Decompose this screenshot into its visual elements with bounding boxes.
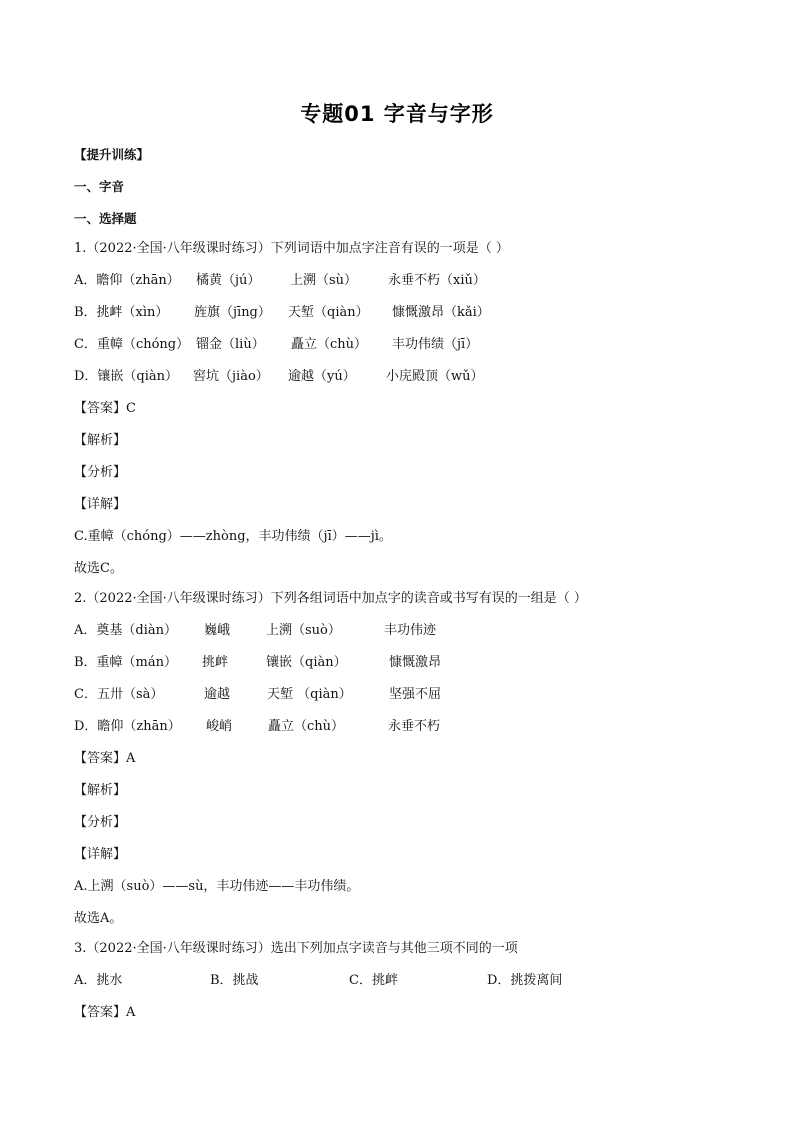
q1-option-b-2: 旌旗（jīng）	[194, 305, 271, 320]
question-2-stem: 2.（2022·全国·八年级课时练习）下列各组词语中加点字的读音或书写有误的一组是（ ）	[74, 591, 587, 606]
q1-conclusion: 故选C。	[74, 561, 123, 576]
q2-option-c-4: 坚强不屈	[389, 687, 442, 702]
q2-explanation: A.上溯（suò）——sù，丰功伟迹——丰功伟绩。	[74, 879, 360, 894]
q1-analysis-label: 【解析】	[74, 433, 127, 448]
q1-option-c-1: C．重幛（chóng）	[74, 337, 190, 352]
q3-option-d: D．挑拨离间	[487, 973, 563, 988]
heading-pronunciation: 一、字音	[74, 179, 125, 194]
q2-option-d-3: 矗立（chù）	[268, 719, 345, 734]
page-title: 专题01 字音与字形	[300, 102, 494, 126]
q3-answer: 【答案】A	[74, 1005, 136, 1020]
q2-option-d-4: 永垂不朽	[388, 719, 441, 734]
q1-option-c-4: 丰功伟绩（jī）	[392, 337, 479, 352]
q1-option-d-1: D．镶嵌（qiàn）	[74, 369, 179, 384]
q1-option-b-4: 慷慨激昂（kǎi）	[392, 305, 490, 320]
q2-fenxi-label: 【分析】	[74, 815, 127, 830]
q1-option-d-3: 逾越（yú）	[288, 369, 356, 384]
q3-option-b: B．挑战	[210, 973, 259, 988]
q3-option-c: C．挑衅	[349, 973, 398, 988]
q2-option-c-2: 逾越	[204, 687, 231, 702]
q2-option-a-2: 巍峨	[204, 623, 231, 638]
section-tag: 【提升训练】	[74, 147, 150, 162]
q1-fenxi-label: 【分析】	[74, 465, 127, 480]
q1-option-a-4: 永垂不朽（xiǔ）	[388, 273, 486, 288]
q2-option-a-3: 上溯（suò）	[266, 623, 341, 638]
q2-option-c-1: C．五卅（sà）	[74, 687, 164, 702]
q1-explanation: C.重幛（chóng）——zhòng，丰功伟绩（jī）——jì。	[74, 529, 392, 544]
q2-option-b-4: 慷慨激昂	[389, 655, 442, 670]
q2-answer: 【答案】A	[74, 751, 136, 766]
q2-analysis-label: 【解析】	[74, 783, 127, 798]
q3-option-a: A．挑水	[74, 973, 123, 988]
q2-option-b-2: 挑衅	[202, 655, 229, 670]
q1-option-a-1: A．瞻仰（zhān）	[74, 273, 180, 288]
q1-option-a-2: 橘黄（jú）	[196, 273, 261, 288]
q2-option-b-1: B．重幛（mán）	[74, 655, 178, 670]
q2-conclusion: 故选A。	[74, 911, 123, 926]
q1-option-d-4: 小庑殿顶（wǔ）	[386, 369, 484, 384]
q1-answer: 【答案】C	[74, 401, 136, 416]
q2-option-a-4: 丰功伟迹	[384, 623, 437, 638]
q2-option-b-3: 镶嵌（qiàn）	[266, 655, 347, 670]
q1-option-d-2: 窖坑（jiào）	[193, 369, 269, 384]
question-1-stem: 1.（2022·全国·八年级课时练习）下列词语中加点字注音有误的一项是（ ）	[74, 241, 509, 256]
q1-option-a-3: 上溯（sù）	[290, 273, 358, 288]
q1-option-b-3: 天堑（qiàn）	[288, 305, 369, 320]
q1-option-c-2: 镏金（liù）	[196, 337, 265, 352]
heading-choice: 一、选择题	[74, 211, 137, 226]
q2-detail-label: 【详解】	[74, 847, 127, 862]
question-3-stem: 3.（2022·全国·八年级课时练习）选出下列加点字读音与其他三项不同的一项	[74, 941, 518, 956]
q1-option-b-1: B．挑衅（xìn）	[74, 305, 169, 320]
q2-option-c-3: 天堑 （qiàn）	[267, 687, 352, 702]
q2-option-a-1: A．奠基（diàn）	[74, 623, 177, 638]
q2-option-d-1: D．瞻仰（zhān）	[74, 719, 181, 734]
q1-detail-label: 【详解】	[74, 497, 127, 512]
q2-option-d-2: 峻峭	[206, 719, 233, 734]
q1-option-c-3: 矗立（chù）	[291, 337, 368, 352]
